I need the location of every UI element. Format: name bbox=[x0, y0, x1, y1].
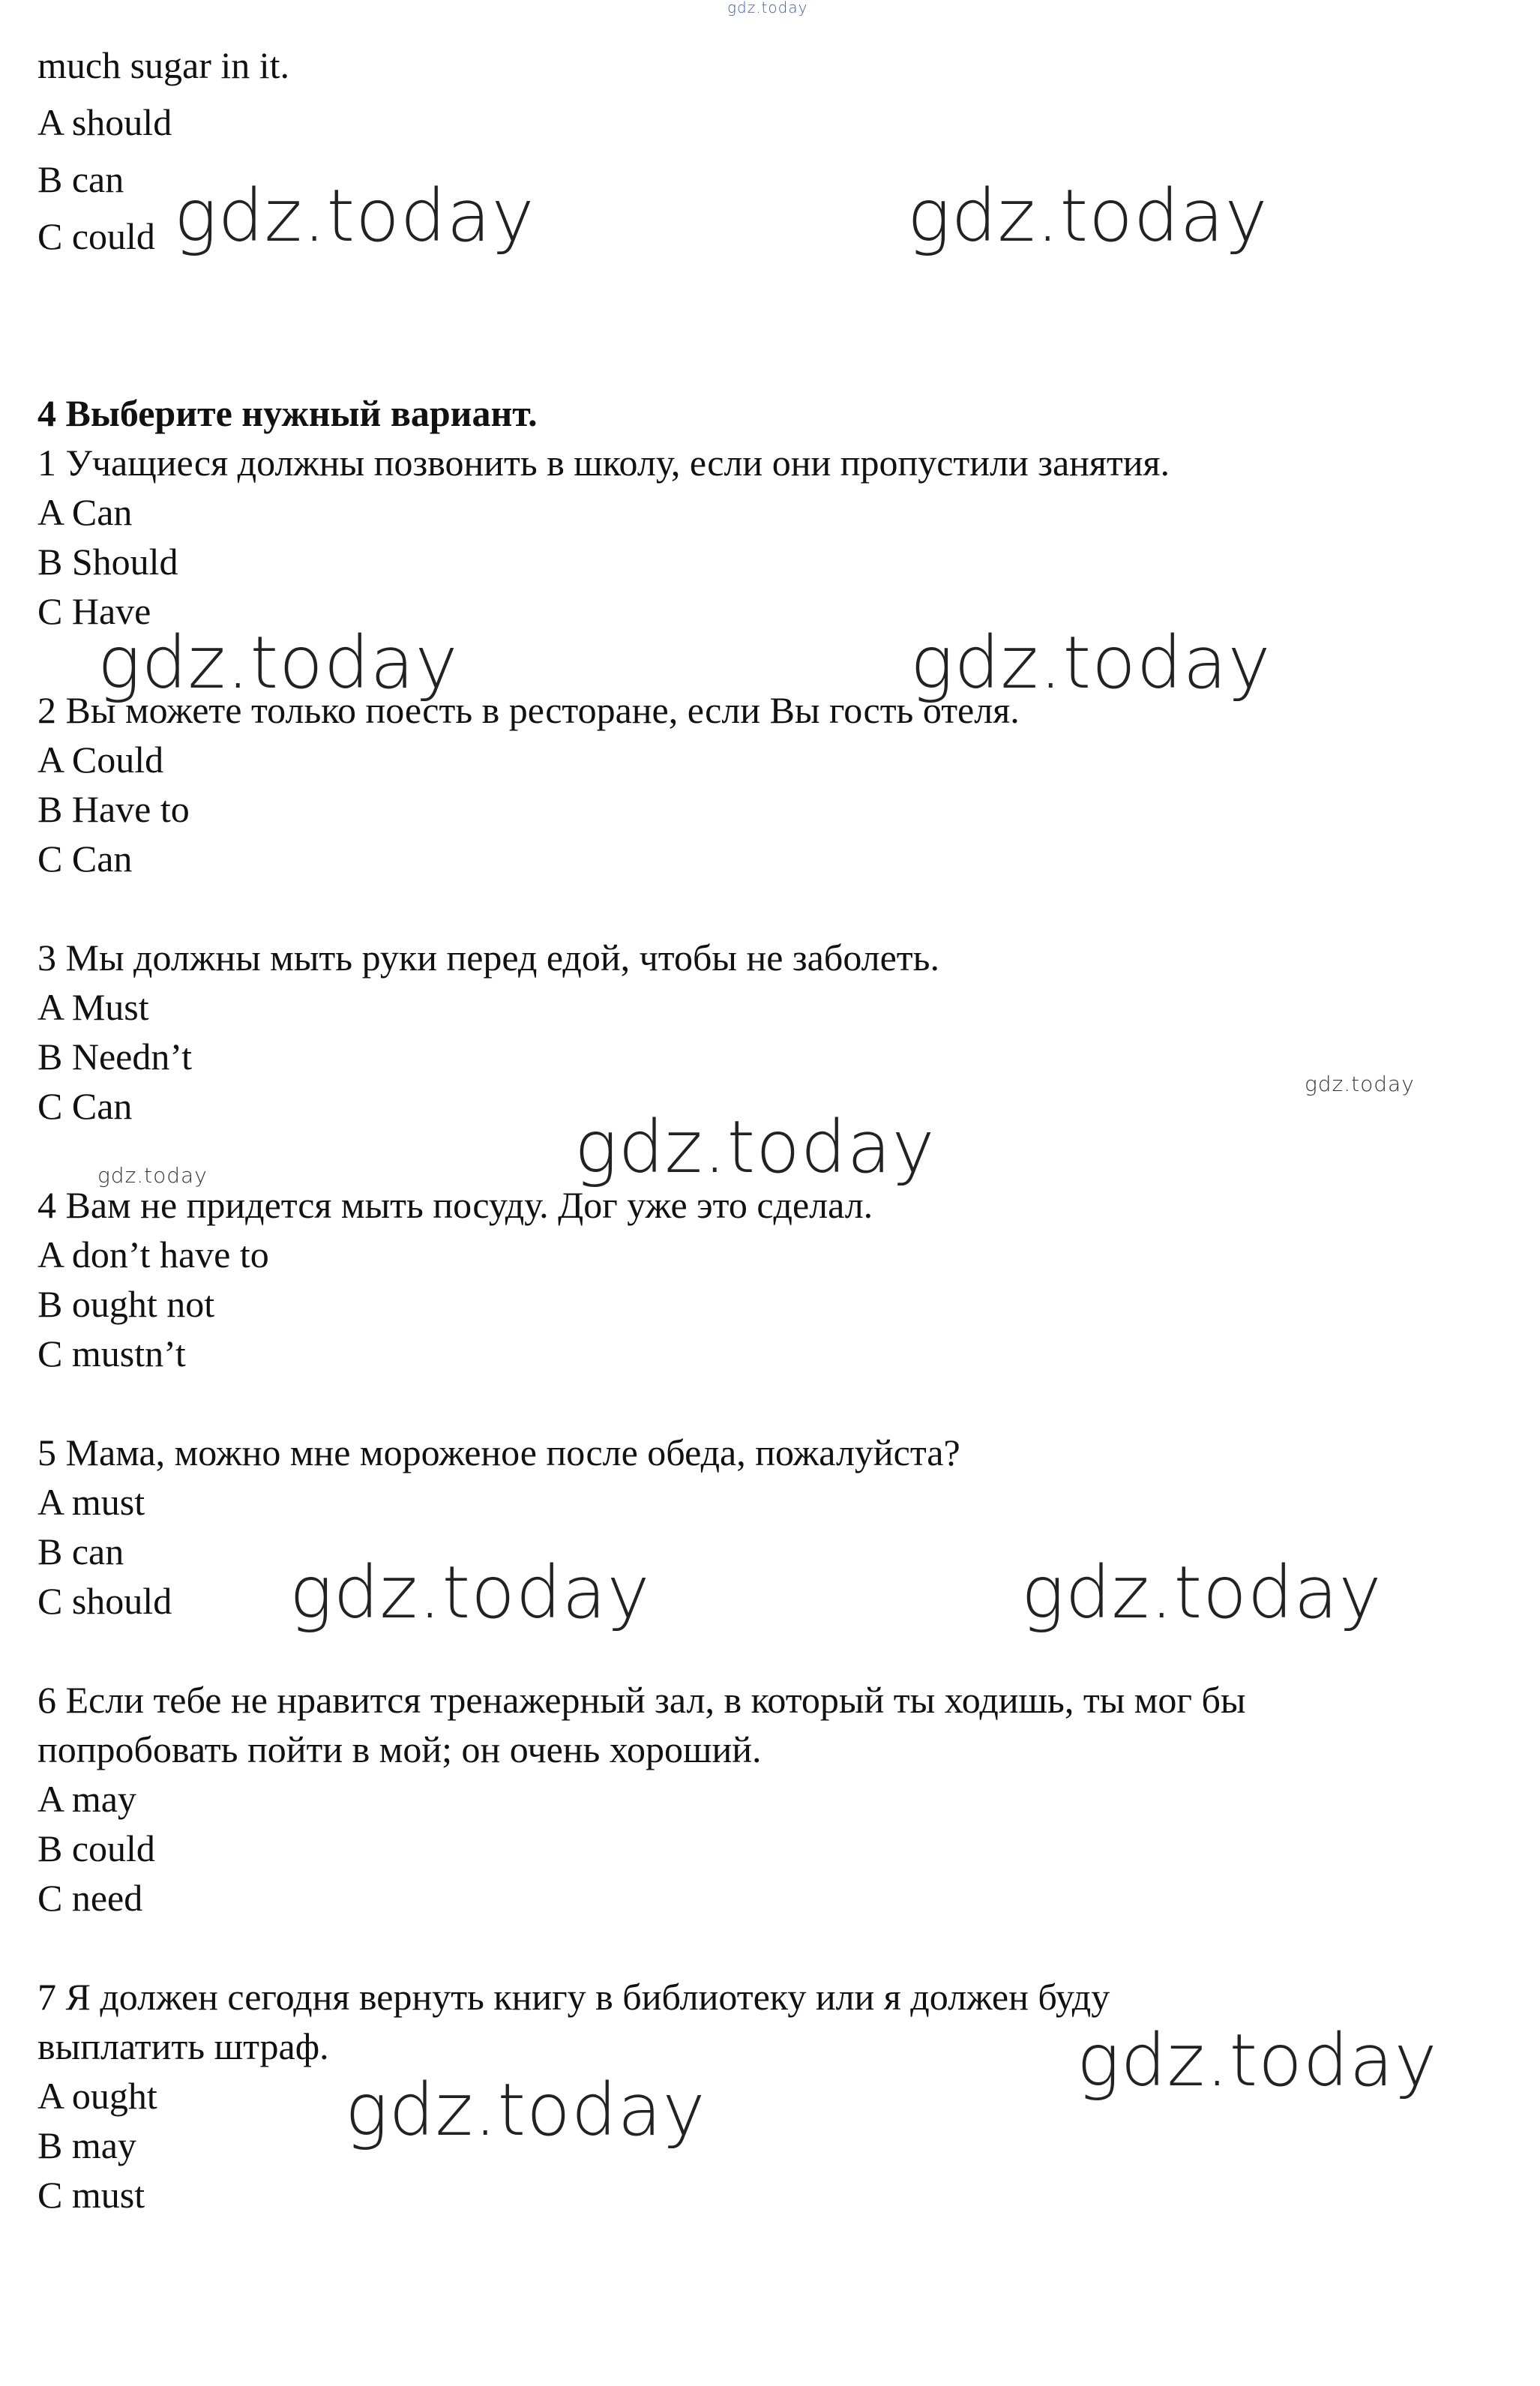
question-4-option-b: B ought not bbox=[37, 1283, 215, 1325]
continuation-text: much sugar in it. bbox=[37, 44, 290, 86]
question-7-option-a: A ought bbox=[37, 2075, 157, 2117]
watermark: gdz.today bbox=[574, 1105, 936, 1189]
watermark: gdz.today bbox=[174, 174, 535, 258]
question-6-text-line-2: попробовать пойти в мой; он очень хороший. bbox=[37, 1728, 762, 1770]
question-5-option-c: C should bbox=[37, 1580, 172, 1622]
question-6-text-line-1: 6 Если тебе не нравится тренажерный зал, в который ты ходишь, ты мог бы bbox=[37, 1679, 1246, 1721]
question-7-option-c: C must bbox=[37, 2174, 145, 2216]
question-3-option-a: A Must bbox=[37, 986, 149, 1028]
question-2-text: 2 Вы можете только поесть в ресторане, если Вы гость отеля. bbox=[37, 689, 1020, 731]
question-5-text: 5 Мама, можно мне мороженое после обеда, пожалуйста? bbox=[37, 1431, 960, 1473]
question-4-text: 4 Вам не придется мыть посуду. Дог уже это сделал. bbox=[37, 1184, 873, 1226]
question-7-text-line-2: выплатить штраф. bbox=[37, 2025, 329, 2067]
question-4-option-c: C mustn’t bbox=[37, 1332, 186, 1374]
question-6-option-b: B could bbox=[37, 1827, 155, 1869]
question-2-option-a: A Could bbox=[37, 739, 164, 781]
watermark: gdz.today bbox=[1021, 1551, 1383, 1635]
question-2-option-b: B Have to bbox=[37, 788, 190, 830]
question-1-option-a: A Can bbox=[37, 491, 133, 533]
question-2-option-c: C Can bbox=[37, 838, 133, 880]
question-7-text-line-1: 7 Я должен сегодня вернуть книгу в библиотеку или я должен буду bbox=[37, 1976, 1110, 2018]
question-7-option-b: B may bbox=[37, 2124, 136, 2166]
watermark-tiny: gdz.today bbox=[727, 0, 808, 16]
watermark: gdz.today bbox=[345, 2068, 706, 2152]
question-6-option-c: C need bbox=[37, 1877, 143, 1919]
question-5-option-a: A must bbox=[37, 1481, 145, 1523]
watermark-small: gdz.today bbox=[1305, 1072, 1415, 1096]
exercise-heading: 4 Выберите нужный вариант. bbox=[37, 392, 538, 434]
watermark-small: gdz.today bbox=[97, 1163, 208, 1188]
question-5-option-b: B can bbox=[37, 1530, 124, 1572]
question-3-option-b: B Needn’t bbox=[37, 1036, 192, 1078]
question-3-text: 3 Мы должны мыть руки перед едой, чтобы не заболеть. bbox=[37, 937, 939, 979]
question-6-option-a: A may bbox=[37, 1778, 136, 1820]
question-1-text: 1 Учащиеся должны позвонить в школу, если они пропустили занятия. bbox=[37, 442, 1170, 484]
question-1-option-b: B Should bbox=[37, 541, 178, 583]
watermark: gdz.today bbox=[910, 621, 1272, 705]
question-1-option-c: C Have bbox=[37, 590, 151, 632]
watermark: gdz.today bbox=[907, 174, 1269, 258]
watermark: gdz.today bbox=[97, 621, 459, 705]
question-3-option-c: C Can bbox=[37, 1085, 133, 1127]
watermark: gdz.today bbox=[1077, 2019, 1438, 2103]
option-c: C could bbox=[37, 215, 155, 257]
question-4-option-a: A don’t have to bbox=[37, 1233, 269, 1275]
watermark: gdz.today bbox=[289, 1551, 651, 1635]
option-b: B can bbox=[37, 158, 124, 200]
option-a: A should bbox=[37, 101, 172, 143]
